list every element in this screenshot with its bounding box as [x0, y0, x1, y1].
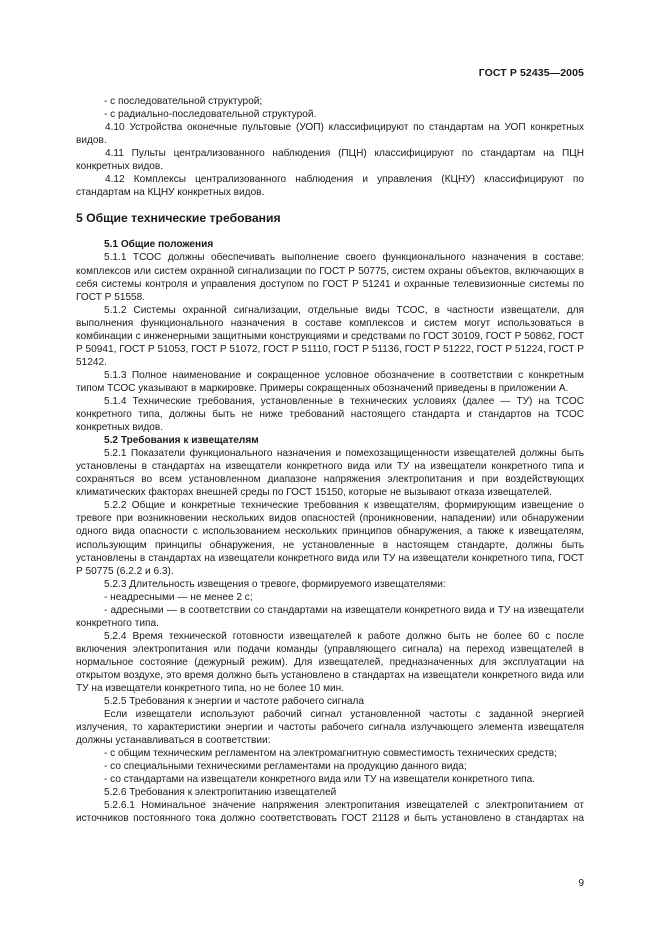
document-body	[76, 95, 584, 826]
list-item: - со стандартами на извещатели конкретного вида или ТУ на извещатели конкретного типа.	[104, 774, 535, 786]
list-item: - неадресными — не менее 2 с;	[104, 591, 253, 603]
paragraph-5-2-5: 5.2.5 Требования к энергии и частоте рабочего сигнала	[104, 696, 365, 708]
document-header: ГОСТ Р 52435—2005	[478, 67, 584, 79]
list-item: - с общим техническим регламентом на электромагнитную совместимость технических средств;	[104, 748, 557, 760]
paragraph-4-10: 4.10 Устройства оконечные пультовые (УОП) классифицируют по стандартам на УОП конкретных видов.	[76, 122, 584, 147]
paragraph-4-11: 4.11 Пульты централизованного наблюдения (ПЦН) классифицируют по стандартам на ПЦН конкретных видов.	[76, 148, 584, 173]
paragraph-5-1-2: 5.1.2 Системы охранной сигнализации, отдельные виды ТСОС, в частности извещатели, для выполнения функционального назначения в составе комплексов и систем могут использоваться в комбинации с инженерными защитными конструкциями и средствами по ГОСТ 30109, ГОСТ Р 50862, ГОСТ Р 50941, ГОСТ Р 51053, ГОСТ Р 51072, ГОСТ Р 51110, ГОСТ Р 51136, ГОСТ Р 51222, ГОСТ Р 51224, ГОСТ Р 51242.	[76, 304, 584, 368]
paragraph-5-2-5-text: Если извещатели используют рабочий сигнал установленной частоты с заданной энергией излучения, то характеристики энергии и частоты рабочего сигнала излучающего элемента извещателя должны устанавливаться в соответствии:	[76, 709, 584, 747]
paragraph-5-2-4: 5.2.4 Время технической готовности извещателей к работе должно быть не более 60 с после включения электропитания или подачи команды (управляющего сигнала) на переход извещателей в нормальное состояние (дежурный режим). Для извещателей, предназначенных для эксплуатации на открытом воздухе, это время должно быть установлено в стандартах на извещатели конкретного вида или ТУ на извещатели конкретного типа, но не более 10 мин.	[76, 630, 584, 695]
paragraph-5-1-3: 5.1.3 Полное наименование и сокращенное условное обозначение в соответствии с конкретным типом ТСОС указывают в маркировке. Примеры сокращенных обозначений приведены в приложении А.	[76, 369, 584, 394]
list-item: - с радиально-последовательной структурой.	[104, 109, 317, 121]
list-item: - адресными — в соответствии со стандартами на извещатели конкретного вида и ТУ на извещатели конкретного типа.	[76, 604, 584, 629]
paragraph-5-2-6: 5.2.6 Требования к электропитанию извещателей	[104, 787, 337, 799]
paragraph-5-1-1: 5.1.1 ТСОС должны обеспечивать выполнение своего функционального назначения в составе: комплексов или систем охранной сигнализации по ГОСТ Р 50775, систем охраны объектов, включающих в себя системы контроля и управления доступом по ГОСТ Р 51241 и охранные телевизионные системы по ГОСТ Р 51558.	[76, 252, 584, 303]
paragraph-5-1-4: 5.1.4 Технические требования, установленные в технических условиях (далее — ТУ) на ТСОС конкретного типа, должны быть не ниже требований настоящего стандарта и стандартов на ТСОС конкретных видов.	[76, 395, 584, 434]
paragraph-5-2-3: 5.2.3 Длительность извещения о тревоге, формируемого извещателями:	[104, 578, 446, 590]
page-number: 9	[578, 878, 584, 889]
paragraph-5-2-2: 5.2.2 Общие и конкретные технические требования к извещателям, формирующим извещение о тревоге при возникновении нескольких видов опасностей (проникновении, нападении) или обнаружении одного вида опасности с использованием нескольких принципов обнаружения, а также к извещателям, использующим принципы обнаружения, не установленные в настоящем стандарте, должны быть установлены в стандартах на извещатели конкретного вида или ТУ на извещатели конкретного типа, ГОСТ Р 50775 (6.2.2 и 6.3).	[76, 500, 584, 577]
subsection-5-2-title: 5.2 Требования к извещателям	[104, 435, 259, 447]
document-page	[76, 0, 584, 936]
list-item: - с последовательной структурой;	[104, 96, 263, 107]
paragraph-4-12: 4.12 Комплексы централизованного наблюдения и управления (КЦНУ) классифицируют по стандартам на КЦНУ конкретных видов.	[76, 174, 584, 199]
subsection-5-1-title: 5.1 Общие положения	[104, 239, 214, 251]
list-item: - со специальными техническими регламентами на продукцию данного вида;	[104, 761, 467, 773]
paragraph-5-2-6-1: 5.2.6.1 Номинальное значение напряжения электропитания извещателей с электропитанием от источников постоянного тока должно соответствовать ГОСТ 21128 и быть установлено в стандартах на	[76, 800, 584, 825]
paragraph-5-2-1: 5.2.1 Показатели функционального назначения и помехозащищенности извещателей должны быть установлены в стандартах на извещатели конкретного вида или ТУ на извещатели конкретного типа и сохраняться во всем установленном диапазоне напряжения электропитания и при воздействующих климатических факторах внешней среды по ГОСТ 15150, которые не вызывают отказа извещателей.	[76, 448, 584, 499]
section-5-title: 5 Общие технические требования	[76, 211, 281, 226]
